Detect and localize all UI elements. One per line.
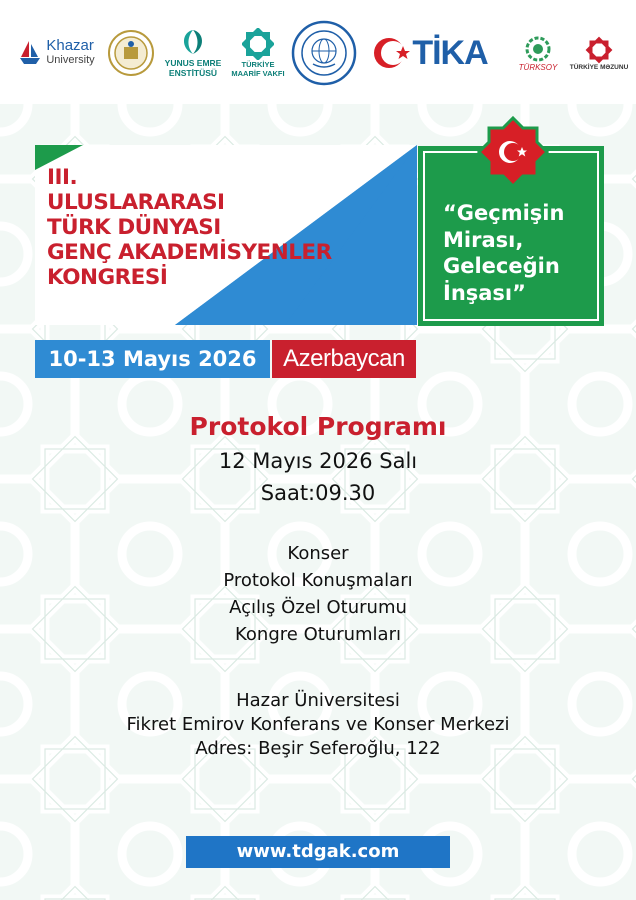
title-line-5: KONGRESİ (47, 265, 168, 290)
program-item: Konser (287, 543, 349, 564)
khazar-university-logo (12, 18, 100, 88)
venue-name: Hazar Üniversitesi (236, 690, 400, 711)
congress-dates: 10-13 Mayıs 2026 (35, 340, 270, 378)
slogan-text (443, 200, 564, 306)
tika-logo (360, 18, 500, 88)
program-item: Protokol Konuşmaları (223, 570, 413, 591)
logo-name: Khazar (46, 37, 94, 54)
maarif-star-icon (242, 28, 274, 60)
title-line-3: TÜRK DÜNYASI (47, 215, 221, 240)
logo-name: TÜRKİYE MƏZUNU (569, 63, 629, 71)
khazar-ship-icon (17, 38, 43, 68)
logo-sub: University (46, 54, 95, 66)
academics-union-seal-logo (290, 18, 358, 88)
venue-address: Adres: Beşir Seferoğlu, 122 (195, 738, 441, 759)
program-date: 12 Mayıs 2026 Salı (218, 449, 418, 473)
turksoy-ornament-icon (524, 35, 552, 63)
crescent-star-icon (372, 35, 412, 71)
turksoy-logo (510, 18, 566, 88)
turkiye-mezunu-logo (566, 18, 632, 88)
program-time: Saat:09.30 (260, 481, 376, 505)
yunus-emre-swirl-icon (176, 28, 210, 58)
logo-sub: ENSTİTÜSÜ (168, 68, 218, 78)
tika-wordmark: TİKA (412, 33, 488, 72)
maarif-vakfi-logo (226, 18, 290, 88)
slogan-line-2: Mirası, (443, 227, 524, 252)
logo-name: TÜRKİYE (241, 60, 275, 69)
website-link[interactable]: www.tdgak.com (186, 836, 450, 868)
globe-seal-icon (291, 20, 357, 86)
title-line-1: III. (47, 165, 78, 190)
emblem-seal-icon (107, 29, 155, 77)
university-emblem-logo (105, 18, 157, 88)
congress-title (47, 165, 332, 290)
congress-location: Azerbaycan (272, 340, 416, 378)
logo-name: TÜRKSOY (518, 62, 558, 72)
sponsor-logo-bar (0, 0, 636, 104)
program-title: Protokol Programı (189, 412, 447, 441)
yunus-emre-logo (160, 18, 226, 88)
slogan-line-4: İnşası” (443, 280, 526, 305)
slogan-line-3: Geleceğin (443, 254, 560, 278)
azerbaijan-flag-badge-icon (477, 116, 549, 188)
slogan-line-1: “Geçmişin (443, 201, 565, 225)
title-line-4: GENÇ AKADEMİSYENLER (47, 240, 332, 265)
logo-sub: MAARİF VAKFI (231, 69, 285, 78)
program-item: Açılış Özel Oturumu (229, 597, 407, 618)
logo-name: YUNUS EMRE (164, 58, 222, 68)
mezunu-star-icon (585, 36, 613, 64)
title-line-2: ULUSLARARASI (47, 190, 225, 215)
venue-center: Fikret Emirov Konferans ve Konser Merkezi (126, 714, 510, 735)
program-item: Kongre Oturumları (235, 624, 401, 645)
